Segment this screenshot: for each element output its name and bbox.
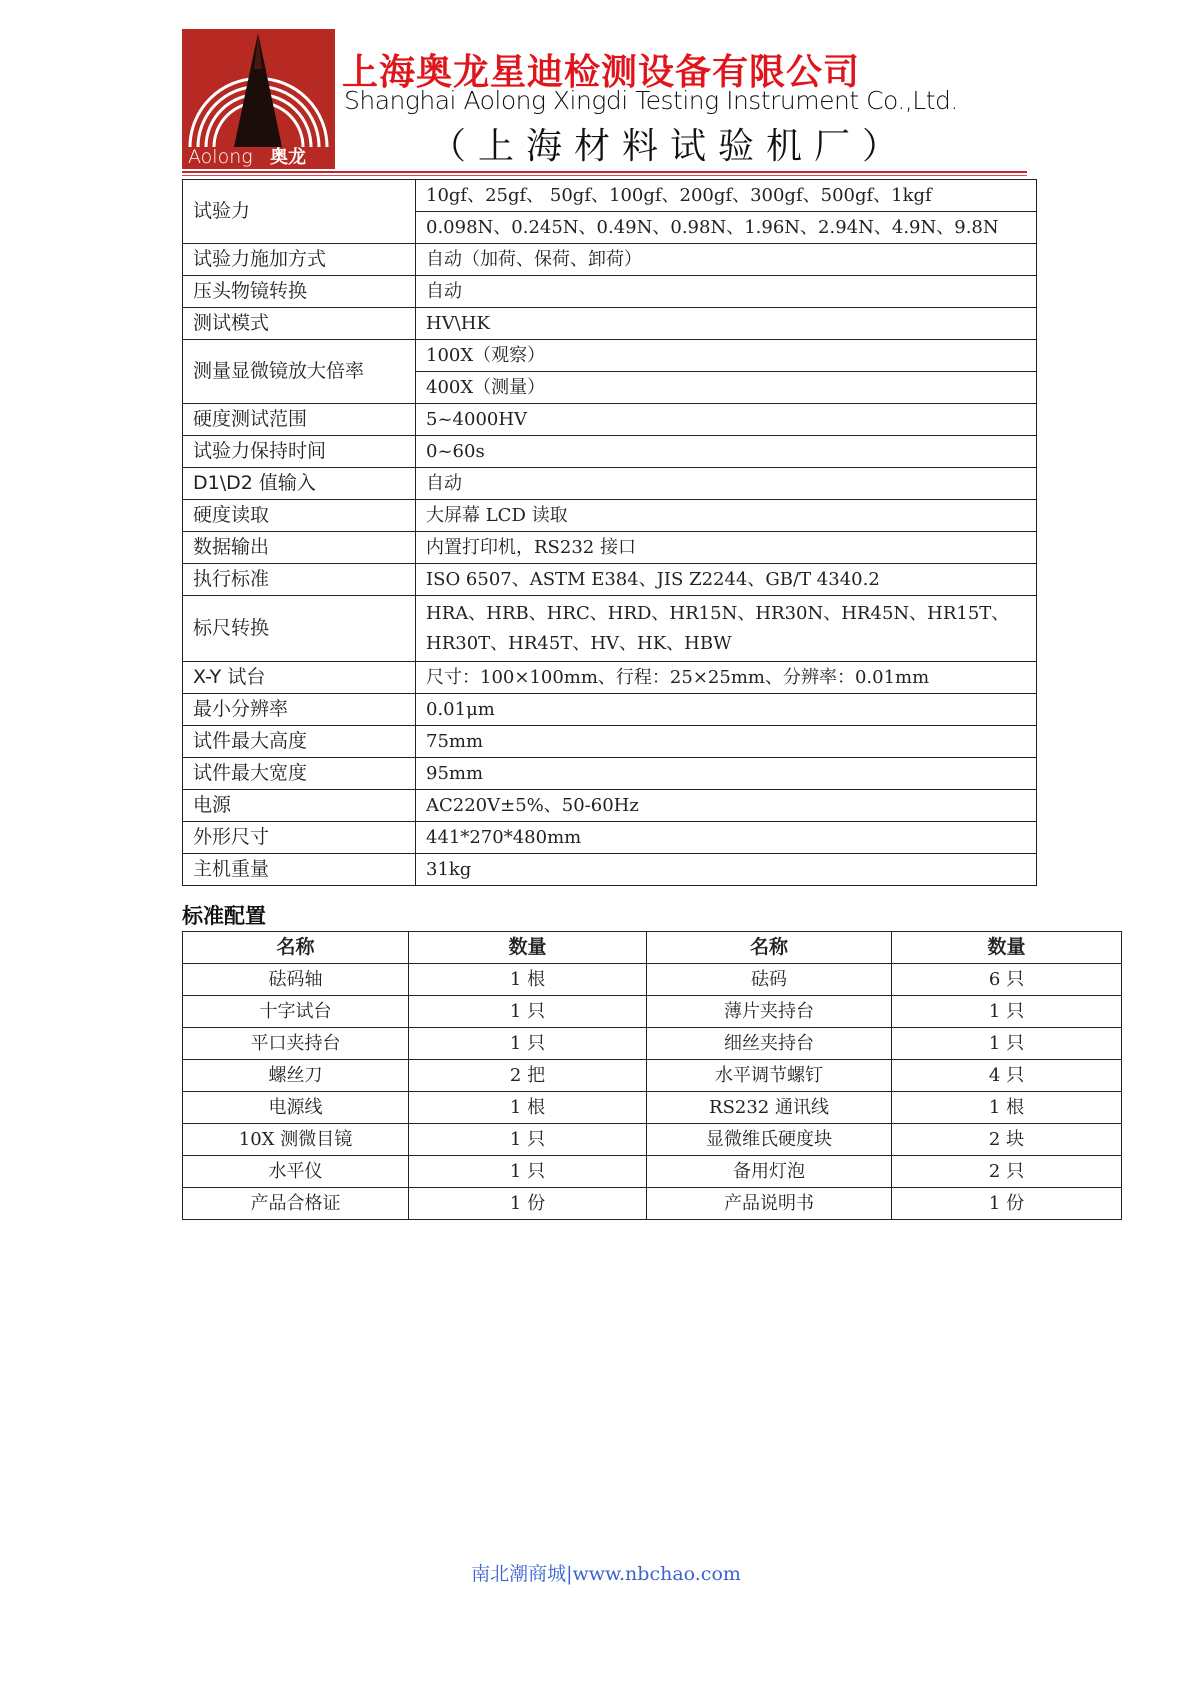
- company-logo: [182, 29, 335, 169]
- config-header-cell: 数量: [892, 932, 1122, 964]
- spec-value: 0.098N、0.245N、0.49N、0.98N、1.96N、2.94N、4.9N、9.8N: [416, 212, 1037, 244]
- spec-row: [183, 340, 1037, 372]
- spec-row: [183, 854, 1037, 886]
- config-item-quantity: 2 块: [892, 1124, 1122, 1156]
- config-item-name: 电源线: [183, 1092, 409, 1124]
- config-item-quantity: 1 根: [409, 1092, 647, 1124]
- config-item-name: 10X 测微目镜: [183, 1124, 409, 1156]
- config-item-quantity: 1 份: [409, 1188, 647, 1220]
- config-row: [183, 1092, 1122, 1124]
- config-row: [183, 964, 1122, 996]
- spec-value: 75mm: [416, 726, 1037, 758]
- spec-value: 441*270*480mm: [416, 822, 1037, 854]
- spec-value: 31kg: [416, 854, 1037, 886]
- company-name-en: Shanghai Aolong Xingdi Testing Instrument Co.,Ltd.: [344, 86, 958, 115]
- spec-label: 试验力保持时间: [183, 436, 416, 468]
- config-item-quantity: 1 根: [892, 1092, 1122, 1124]
- spec-row: [183, 758, 1037, 790]
- spec-label: X-Y 试台: [183, 662, 416, 694]
- config-item-name: 显微维氏硬度块: [647, 1124, 892, 1156]
- spec-label: 硬度测试范围: [183, 404, 416, 436]
- spec-row: [183, 726, 1037, 758]
- config-item-quantity: 1 只: [892, 1028, 1122, 1060]
- spec-label: 试件最大宽度: [183, 758, 416, 790]
- config-item-name: 砝码轴: [183, 964, 409, 996]
- spec-value: HV\HK: [416, 308, 1037, 340]
- spec-value: 内置打印机，RS232 接口: [416, 532, 1037, 564]
- config-item-quantity: 2 只: [892, 1156, 1122, 1188]
- header-divider: [182, 171, 1027, 173]
- spec-value: 100X（观察）: [416, 340, 1037, 372]
- spec-label: 标尺转换: [183, 596, 416, 662]
- spec-value: 5~4000HV: [416, 404, 1037, 436]
- spec-label: 电源: [183, 790, 416, 822]
- config-item-name: 产品合格证: [183, 1188, 409, 1220]
- spec-label: 外形尺寸: [183, 822, 416, 854]
- spec-value: 尺寸：100×100mm、行程：25×25mm、分辨率：0.01mm: [416, 662, 1037, 694]
- spec-value: 大屏幕 LCD 读取: [416, 500, 1037, 532]
- spec-row: [183, 436, 1037, 468]
- spec-value: HRA、HRB、HRC、HRD、HR15N、HR30N、HR45N、HR15T、HR30T、HR45T、HV、HK、HBW: [416, 596, 1037, 662]
- spec-row: [183, 790, 1037, 822]
- spec-row: [183, 662, 1037, 694]
- footer-link[interactable]: 南北潮商城|www.nbchao.com: [471, 1563, 741, 1585]
- spec-label: 硬度读取: [183, 500, 416, 532]
- config-item-quantity: 6 只: [892, 964, 1122, 996]
- spec-row: [183, 276, 1037, 308]
- spec-label: 数据输出: [183, 532, 416, 564]
- spec-row: [183, 532, 1037, 564]
- spec-value: 自动: [416, 468, 1037, 500]
- spec-value: 0~60s: [416, 436, 1037, 468]
- spec-row: [183, 244, 1037, 276]
- config-item-quantity: 1 份: [892, 1188, 1122, 1220]
- spec-row: [183, 404, 1037, 436]
- config-item-quantity: 1 根: [409, 964, 647, 996]
- config-item-quantity: 1 只: [409, 1156, 647, 1188]
- config-item-name: 砝码: [647, 964, 892, 996]
- config-header-row: [183, 932, 1122, 964]
- config-item-quantity: 1 只: [409, 996, 647, 1028]
- spec-value: 95mm: [416, 758, 1037, 790]
- spec-label: 主机重量: [183, 854, 416, 886]
- config-item-name: 水平调节螺钉: [647, 1060, 892, 1092]
- svg-text:奥龙: 奥龙: [270, 147, 306, 168]
- config-item-quantity: 2 把: [409, 1060, 647, 1092]
- spec-row: [183, 596, 1037, 662]
- spec-table: [182, 179, 1037, 886]
- spec-row: [183, 564, 1037, 596]
- spec-label: 试验力: [183, 180, 416, 244]
- config-item-name: 水平仪: [183, 1156, 409, 1188]
- spec-value: 10gf、25gf、 50gf、100gf、200gf、300gf、500gf、1kgf: [416, 180, 1037, 212]
- spec-value: ISO 6507、ASTM E384、JIS Z2244、GB/T 4340.2: [416, 564, 1037, 596]
- config-item-name: 备用灯泡: [647, 1156, 892, 1188]
- config-item-quantity: 1 只: [892, 996, 1122, 1028]
- spec-label: 试件最大高度: [183, 726, 416, 758]
- spec-label: 试验力施加方式: [183, 244, 416, 276]
- config-header-cell: 名称: [647, 932, 892, 964]
- spec-row: [183, 694, 1037, 726]
- spec-label: 执行标准: [183, 564, 416, 596]
- config-row: [183, 1188, 1122, 1220]
- config-table: [182, 931, 1122, 1220]
- svg-text:Aolong: Aolong: [188, 146, 253, 168]
- config-row: [183, 1060, 1122, 1092]
- spec-row: [183, 468, 1037, 500]
- config-item-name: 产品说明书: [647, 1188, 892, 1220]
- spec-value: AC220V±5%、50-60Hz: [416, 790, 1037, 822]
- config-row: [183, 1156, 1122, 1188]
- config-row: [183, 996, 1122, 1028]
- spec-value: 自动（加荷、保荷、卸荷）: [416, 244, 1037, 276]
- config-title: 标准配置: [182, 904, 266, 928]
- spec-label: 压头物镜转换: [183, 276, 416, 308]
- config-row: [183, 1124, 1122, 1156]
- config-item-quantity: 4 只: [892, 1060, 1122, 1092]
- spec-label: D1\D2 值输入: [183, 468, 416, 500]
- company-name-cn: 上海奥龙星迪检测设备有限公司: [342, 52, 861, 93]
- spec-value: 0.01μm: [416, 694, 1037, 726]
- config-item-name: RS232 通讯线: [647, 1092, 892, 1124]
- spec-label: 测量显微镜放大倍率: [183, 340, 416, 404]
- config-item-name: 十字试台: [183, 996, 409, 1028]
- config-item-name: 细丝夹持台: [647, 1028, 892, 1060]
- spec-value: 400X（测量）: [416, 372, 1037, 404]
- spec-row: [183, 822, 1037, 854]
- spec-label: 最小分辨率: [183, 694, 416, 726]
- header-divider-thin: [182, 175, 1027, 176]
- config-item-name: 平口夹持台: [183, 1028, 409, 1060]
- spec-row: [183, 308, 1037, 340]
- config-item-name: 螺丝刀: [183, 1060, 409, 1092]
- spec-value: 自动: [416, 276, 1037, 308]
- config-item-quantity: 1 只: [409, 1124, 647, 1156]
- config-row: [183, 1028, 1122, 1060]
- config-header-cell: 名称: [183, 932, 409, 964]
- spec-row: [183, 180, 1037, 212]
- config-header-cell: 数量: [409, 932, 647, 964]
- config-item-quantity: 1 只: [409, 1028, 647, 1060]
- company-subtitle: （上海材料试验机厂）: [430, 126, 911, 167]
- spec-label: 测试模式: [183, 308, 416, 340]
- config-item-name: 薄片夹持台: [647, 996, 892, 1028]
- spec-row: [183, 500, 1037, 532]
